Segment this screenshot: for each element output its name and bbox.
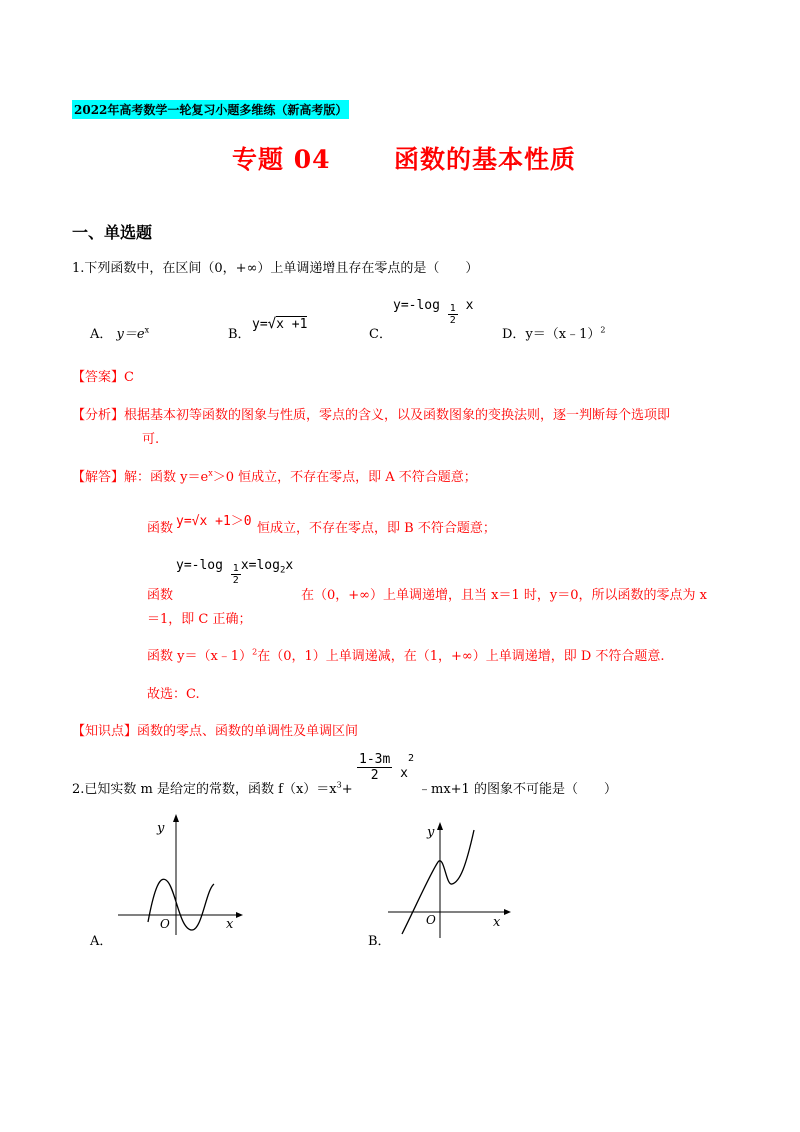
x-axis-arrow-icon [236, 912, 243, 918]
graph-b-label: B． [368, 934, 391, 949]
line-d-start: 函数 y＝（x﹣1） [147, 649, 253, 664]
q1-option-b-formula [252, 316, 307, 332]
log-base-half [231, 563, 241, 586]
curve-b [402, 830, 474, 934]
q2-fraction [357, 752, 414, 783]
solution-line-c-end: 在（0，+∞）上单调递增，且当 x＝1 时，y＝0，所以函数的零点为 x [301, 588, 707, 603]
axis-label-y: y [157, 821, 165, 836]
line-d-end: 在（0，1）上单调递减，在（1，+∞）上单调递增，即 D 不符合题意. [257, 649, 665, 664]
option-a-label: A． [90, 327, 113, 342]
frac-den: 2 [370, 768, 379, 783]
formula-log2: x=log [240, 558, 280, 573]
q2-stem-pre: 2.已知实数 m 是给定的常数，函数 f（x）＝x [72, 782, 337, 797]
frac-den: 2 [449, 315, 456, 326]
q1-option-c-label: C． [369, 327, 392, 342]
q1-option-a [90, 323, 149, 342]
q1-stem: 1.下列函数中，在区间（0，+∞）上单调递增且存在零点的是（ ） [72, 261, 479, 276]
y-axis-arrow-icon [173, 814, 179, 822]
axis-label-x: x [493, 915, 501, 930]
q1-answer [72, 366, 134, 385]
exp-2: 2 [600, 325, 606, 335]
origin-label: O [160, 917, 170, 931]
option-b-right: x +1 [276, 317, 308, 332]
option-b-left: y= [252, 317, 268, 332]
solution-tag: 【解答】 [72, 470, 125, 485]
exp-3: 3 [336, 780, 342, 790]
graph-b[interactable] [380, 816, 520, 946]
knowledge-tag: 【知识点】 [72, 724, 138, 739]
q2-stem-end: ﹣mx+1 的图象不可能是（ ） [418, 782, 617, 797]
q1-knowledge [72, 720, 358, 739]
frac-num: 1 [449, 303, 456, 314]
doc-title [232, 140, 576, 176]
q1-analysis [72, 404, 670, 423]
analysis-tag: 【分析】 [72, 408, 125, 423]
x-axis-arrow-icon [504, 909, 511, 915]
option-d-label: D． [502, 327, 526, 342]
frac-num: 1 [232, 563, 239, 574]
exp-2: 2 [252, 647, 258, 657]
solution-line-d [147, 645, 665, 664]
axis-label-y: y [427, 825, 435, 840]
option-d-formula: y＝（x﹣1） [525, 327, 601, 342]
graph-a[interactable] [110, 810, 250, 945]
section-heading: 一、单选题 [72, 223, 153, 242]
answer-value: C [124, 370, 134, 385]
frac-var: x [400, 766, 408, 781]
frac-den: 2 [232, 575, 239, 586]
doc-title-name: 函数的基本性质 [393, 145, 576, 174]
answer-tag: 【答案】 [72, 370, 125, 385]
solution-line-a: 解：函数 y＝e [124, 470, 209, 485]
analysis-line1: 根据基本初等函数的图象与性质，零点的含义，以及函数图象的变换法则，逐一判断每个选项即 [124, 408, 671, 423]
exp-x: x [144, 325, 150, 335]
q1-option-c-formula [393, 298, 473, 326]
solution-line-b-pre: 函数 [147, 521, 174, 536]
origin-label: O [426, 913, 436, 927]
option-c-base [448, 303, 458, 326]
sqrt-icon: √ [267, 316, 277, 332]
axis-label-x: x [226, 917, 234, 932]
exp-x: x [208, 468, 213, 478]
knowledge-text: 函数的零点、函数的单调性及单调区间 [137, 724, 359, 739]
formula-x: x [285, 558, 294, 573]
solution-line-b-formula: y=√x +1＞0 [176, 514, 252, 529]
solution-line-b-end: 恒成立，不存在零点，即 B 不符合题意； [257, 521, 496, 536]
y-axis-arrow-icon [437, 822, 443, 830]
series-label: 2022年高考数学一轮复习小题多维练（新高考版） [72, 100, 349, 119]
solution-line-a-end: ＞0 恒成立，不存在零点，即 A 不符合题意； [212, 470, 477, 485]
curve-a [148, 879, 214, 930]
solution-line-c-cont: ＝1，即 C 正确； [147, 612, 252, 627]
option-a-formula: y＝e [116, 327, 145, 342]
q2-stem [72, 778, 353, 797]
solution-line-c-pre: 函数 [147, 588, 174, 603]
graph-a-label: A． [90, 934, 113, 949]
doc-title-prefix: 专题 04 [232, 145, 331, 174]
analysis-line2: 可. [142, 432, 160, 447]
q2-frac [357, 752, 392, 783]
solution-conclusion: 故选：C. [147, 687, 200, 702]
q1-option-d [502, 323, 605, 342]
solution-line-c-formula [176, 558, 293, 586]
option-c-x: x [465, 298, 474, 313]
log-base-2: 2 [279, 565, 286, 576]
q1-option-b-label: B． [228, 327, 251, 342]
formula-log: y=-log [176, 558, 223, 573]
q2-plus: + [341, 782, 353, 797]
exp-2: 2 [407, 753, 414, 764]
q1-solution-a [72, 466, 477, 485]
frac-num: 1-3m [359, 752, 391, 767]
option-c-log: y=-log [393, 298, 440, 313]
